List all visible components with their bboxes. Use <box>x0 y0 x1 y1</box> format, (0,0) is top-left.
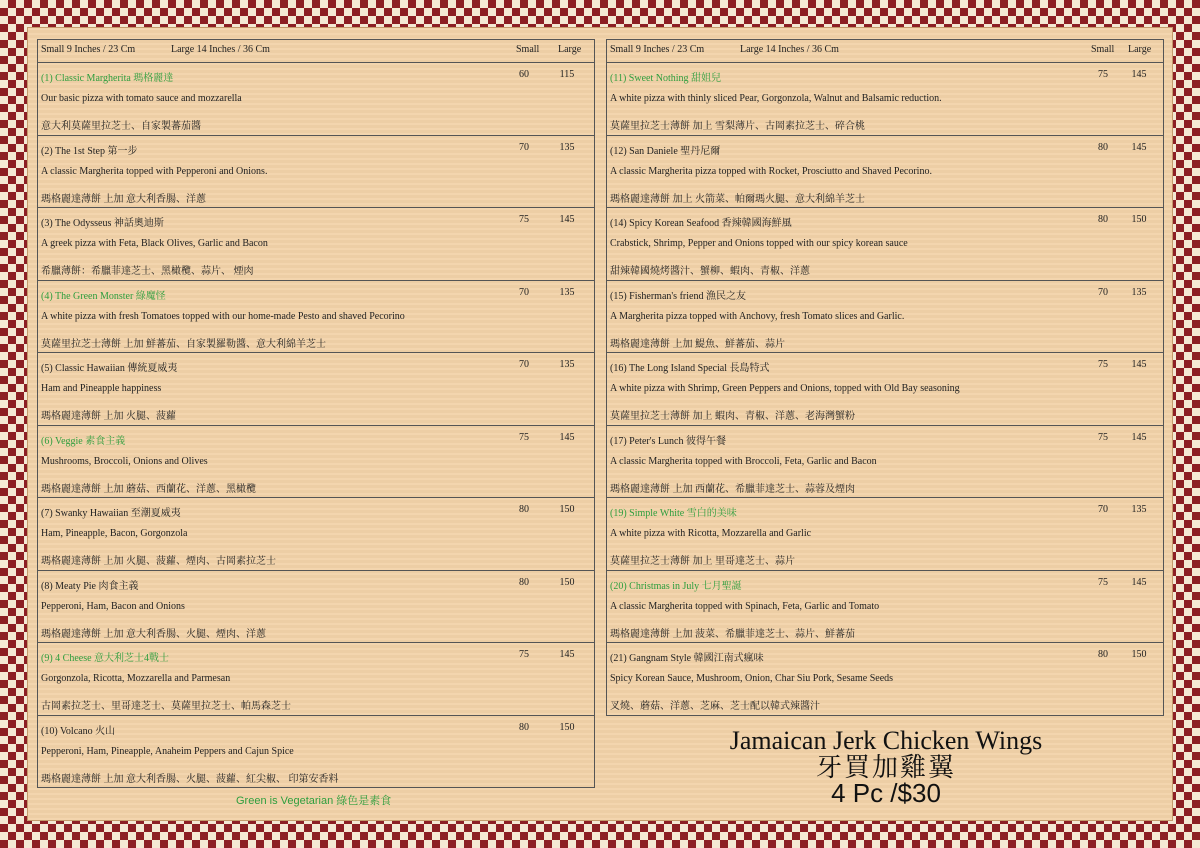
item-price-small: 75 <box>519 431 529 443</box>
item-price-small: 75 <box>1098 431 1108 443</box>
small-size-label: Small 9 Inches / 23 Cm <box>41 44 136 55</box>
item-description: A classic Margherita pizza topped with Rocket, Prosciutto and Shaved Pecorino. <box>610 165 932 177</box>
menu-item <box>607 498 1163 571</box>
item-description: Gorgonzola, Ricotta, Mozzarella and Parmesan <box>41 673 231 684</box>
item-price-small: 75 <box>1098 359 1108 370</box>
item-name: (8) Meaty Pie 肉食主義 <box>41 580 139 592</box>
item-description-zh: 瑪格麗達薄餅 上加 火腿、菠蘿 <box>41 411 176 422</box>
item-description-zh: 瑪格麗達薄餅 上加 菠菜、希臘菲達芝士、蒜片、鮮蕃茄 <box>610 628 855 640</box>
item-description: A classic Margherita topped with Broccoli, Feta, Garlic and Bacon <box>610 455 877 467</box>
item-price-small: 70 <box>519 286 529 298</box>
item-description-zh: 莫薩里拉芝士薄餅 上加 鮮蕃茄、自家製羅勒醬、意大利綿羊芝士 <box>41 338 326 350</box>
menu-item <box>607 281 1163 354</box>
item-price-small: 80 <box>1098 649 1108 660</box>
item-description-zh: 瑪格麗達薄餅 上加 意大利香腸、洋蔥 <box>41 193 206 205</box>
size-header-right <box>607 40 1163 63</box>
item-description-zh: 意大利莫薩里拉芝士、自家製蕃茄醬 <box>41 121 201 132</box>
item-description: A white pizza with Ricotta, Mozzarella and Garlic <box>610 528 812 539</box>
item-description: A classic Margherita topped with Spinach, Feta, Garlic and Tomato <box>610 600 880 612</box>
item-description-zh: 叉燒、蘑菇、洋蔥、芝麻、芝士配以韓式辣醬汁 <box>610 701 820 712</box>
item-name: (6) Veggie 素食主義 <box>41 435 126 447</box>
item-description-zh: 古岡素拉芝士、里哥達芝士、莫薩里拉芝士、帕馬森芝士 <box>41 701 291 712</box>
item-price-large: 135 <box>1131 504 1147 515</box>
item-name: (2) The 1st Step 第一步 <box>41 145 138 157</box>
menu-item <box>38 643 594 716</box>
item-price-small: 70 <box>1098 504 1108 515</box>
item-price-large: 145 <box>559 649 575 660</box>
item-price-large: 145 <box>1131 359 1147 370</box>
menu-item <box>607 426 1163 499</box>
item-price-large: 150 <box>1131 214 1147 225</box>
menu-item <box>38 136 594 209</box>
menu-column-left <box>37 39 595 788</box>
menu-item <box>38 353 594 426</box>
wings-title-zh: 牙買加雞翼 <box>815 753 956 783</box>
item-description: Crabstick, Shrimp, Pepper and Onions topped with our spicy korean sauce <box>610 238 908 249</box>
item-description-zh: 瑪格麗達薄餅 加上 火箭菜、帕爾瑪火腿、意大利綿羊芝士 <box>610 193 865 205</box>
item-price-large: 115 <box>559 69 575 80</box>
item-price-small: 80 <box>1098 141 1108 153</box>
item-description: A white pizza with Shrimp, Green Peppers and Onions, topped with Old Bay seasoning <box>610 383 960 394</box>
item-description: Our basic pizza with tomato sauce and mozzarella <box>41 93 242 104</box>
item-price-large: 145 <box>1131 141 1147 153</box>
item-description: A Margherita pizza topped with Anchovy, fresh Tomato slices and Garlic. <box>610 310 905 322</box>
menu-item <box>38 498 594 571</box>
item-price-small: 70 <box>1098 286 1108 298</box>
item-name: (9) 4 Cheese 意大利芝士4戰士 <box>41 653 170 664</box>
item-description: Pepperoni, Ham, Bacon and Onions <box>41 600 185 612</box>
item-description: Pepperoni, Ham, Pineapple, Anaheim Peppers and Cajun Spice <box>41 745 294 757</box>
menu-item <box>38 281 594 354</box>
item-description-zh: 瑪格麗達薄餅 上加 意大利香腸、火腿、煙肉、洋蔥 <box>41 628 266 640</box>
item-name: (4) The Green Monster 綠魔怪 <box>41 290 166 302</box>
menu-item <box>38 63 594 136</box>
item-price-small: 60 <box>519 69 529 80</box>
item-price-small: 70 <box>519 141 529 153</box>
item-description: Mushrooms, Broccoli, Onions and Olives <box>41 455 208 467</box>
item-description-zh: 瑪格麗達薄餅 上加 火腿、菠蘿、煙肉、古岡素拉芝士 <box>41 556 276 567</box>
item-name: (20) Christmas in July 七月聖誕 <box>610 580 742 592</box>
item-description: Ham, Pineapple, Bacon, Gorgonzola <box>41 528 188 539</box>
menu-item <box>607 63 1163 136</box>
large-column-header: Large <box>1128 44 1152 55</box>
menu-item <box>38 208 594 281</box>
wings-title: Jamaican Jerk Chicken Wings <box>729 726 1043 755</box>
menu-item <box>607 643 1163 715</box>
large-size-label: Large 14 Inches / 36 Cm <box>171 44 270 55</box>
item-name: (10) Volcano 火山 <box>41 725 116 737</box>
item-name: (12) San Daniele 聖丹尼爾 <box>610 145 721 157</box>
small-size-label: Small 9 Inches / 23 Cm <box>610 44 705 55</box>
item-description-zh: 莫薩里拉芝士薄餅 加上 雪梨薄片、古岡素拉芝士、碎合桃 <box>610 121 865 132</box>
menu-item <box>38 716 594 788</box>
item-price-large: 150 <box>1131 649 1147 660</box>
item-name: (11) Sweet Nothing 甜姐兒 <box>610 73 722 84</box>
vegetarian-note: Green is Vegetarian 綠色是素食 <box>236 795 392 807</box>
size-header-left <box>38 40 594 63</box>
small-column-header: Small <box>516 44 540 55</box>
item-name: (16) The Long Island Special 長島特式 <box>610 363 770 374</box>
item-name: (7) Swanky Hawaiian 至潮夏威夷 <box>41 508 181 519</box>
item-name: (21) Gangnam Style 韓國江南式瘋味 <box>610 653 764 664</box>
item-description-zh: 瑪格麗達薄餅 上加 蘑菇、西蘭花、洋蔥、黑橄欖 <box>41 483 256 495</box>
item-price-large: 145 <box>559 431 575 443</box>
item-price-large: 135 <box>1131 286 1147 298</box>
item-price-large: 135 <box>559 359 575 370</box>
item-description-zh: 希臘薄餅：希臘菲達芝士、黑橄欖、蒜片、 煙肉 <box>41 266 254 277</box>
item-description: A classic Margherita topped with Pepperoni and Onions. <box>41 165 268 177</box>
item-description-zh: 甜辣韓國燒烤醬汁、蟹柳、蝦肉、青椒、洋蔥 <box>610 266 810 277</box>
item-description: A white pizza with thinly sliced Pear, Gorgonzola, Walnut and Balsamic reduction. <box>610 93 942 104</box>
item-description-zh: 莫薩里拉芝士薄餅 加上 里哥達芝士、蒜片 <box>610 556 795 567</box>
item-price-small: 80 <box>519 576 529 588</box>
item-name: (1) Classic Margherita 瑪格麗達 <box>41 73 174 84</box>
item-description: A white pizza with fresh Tomatoes topped with our home-made Pesto and shaved Pecorino <box>41 310 405 322</box>
item-description-zh: 莫薩里拉芝士薄餅 加上 蝦肉、青椒、洋蔥、老海灣蟹粉 <box>610 411 855 422</box>
item-price-large: 145 <box>1131 431 1147 443</box>
item-price-small: 80 <box>1098 214 1108 225</box>
item-price-small: 80 <box>519 504 529 515</box>
item-name: (15) Fisherman's friend 漁民之友 <box>610 290 746 302</box>
item-price-small: 80 <box>519 721 529 733</box>
item-description: A greek pizza with Feta, Black Olives, Garlic and Bacon <box>41 238 268 249</box>
item-price-large: 145 <box>1131 576 1147 588</box>
menu-item <box>38 426 594 499</box>
menu-item <box>607 571 1163 644</box>
item-price-small: 75 <box>1098 576 1108 588</box>
item-price-large: 135 <box>559 141 575 153</box>
wings-price: 4 Pc /$30 <box>831 778 941 808</box>
item-price-large: 145 <box>559 214 575 225</box>
item-price-large: 145 <box>1131 69 1147 80</box>
menu-item <box>607 136 1163 209</box>
item-description-zh: 瑪格麗達薄餅 上加 意大利香腸、火腿、菠蘿、紅尖椒、 印第安香料 <box>41 773 339 785</box>
item-description-zh: 瑪格麗達薄餅 上加 鯷魚、鮮蕃茄、蒜片 <box>610 338 785 350</box>
item-name: (14) Spicy Korean Seafood 香辣韓國海鮮風 <box>610 218 792 229</box>
wings-special <box>700 726 1072 808</box>
item-price-large: 150 <box>559 576 575 588</box>
large-size-label: Large 14 Inches / 36 Cm <box>740 44 839 55</box>
menu-item <box>607 208 1163 281</box>
item-price-small: 70 <box>519 359 529 370</box>
item-price-small: 75 <box>1098 69 1108 80</box>
item-name: (19) Simple White 雪白的美味 <box>610 508 737 519</box>
menu-item <box>38 571 594 644</box>
menu-column-right <box>606 39 1164 716</box>
item-description-zh: 瑪格麗達薄餅 上加 西蘭花、希臘菲達芝士、蒜蓉及煙肉 <box>610 483 855 495</box>
item-name: (3) The Odysseus 神話奧迪斯 <box>41 218 164 229</box>
item-name: (5) Classic Hawaiian 傳統夏威夷 <box>41 363 178 374</box>
item-price-large: 150 <box>559 504 575 515</box>
item-price-large: 135 <box>559 286 575 298</box>
menu-item <box>607 353 1163 426</box>
item-description: Spicy Korean Sauce, Mushroom, Onion, Char Siu Pork, Sesame Seeds <box>610 673 894 684</box>
item-description: Ham and Pineapple happiness <box>41 383 162 394</box>
item-price-small: 75 <box>519 649 529 660</box>
item-price-small: 75 <box>519 214 529 225</box>
small-column-header: Small <box>1091 44 1115 55</box>
item-price-large: 150 <box>559 721 575 733</box>
item-name: (17) Peter's Lunch 彼得午餐 <box>610 435 726 447</box>
large-column-header: Large <box>558 44 582 55</box>
